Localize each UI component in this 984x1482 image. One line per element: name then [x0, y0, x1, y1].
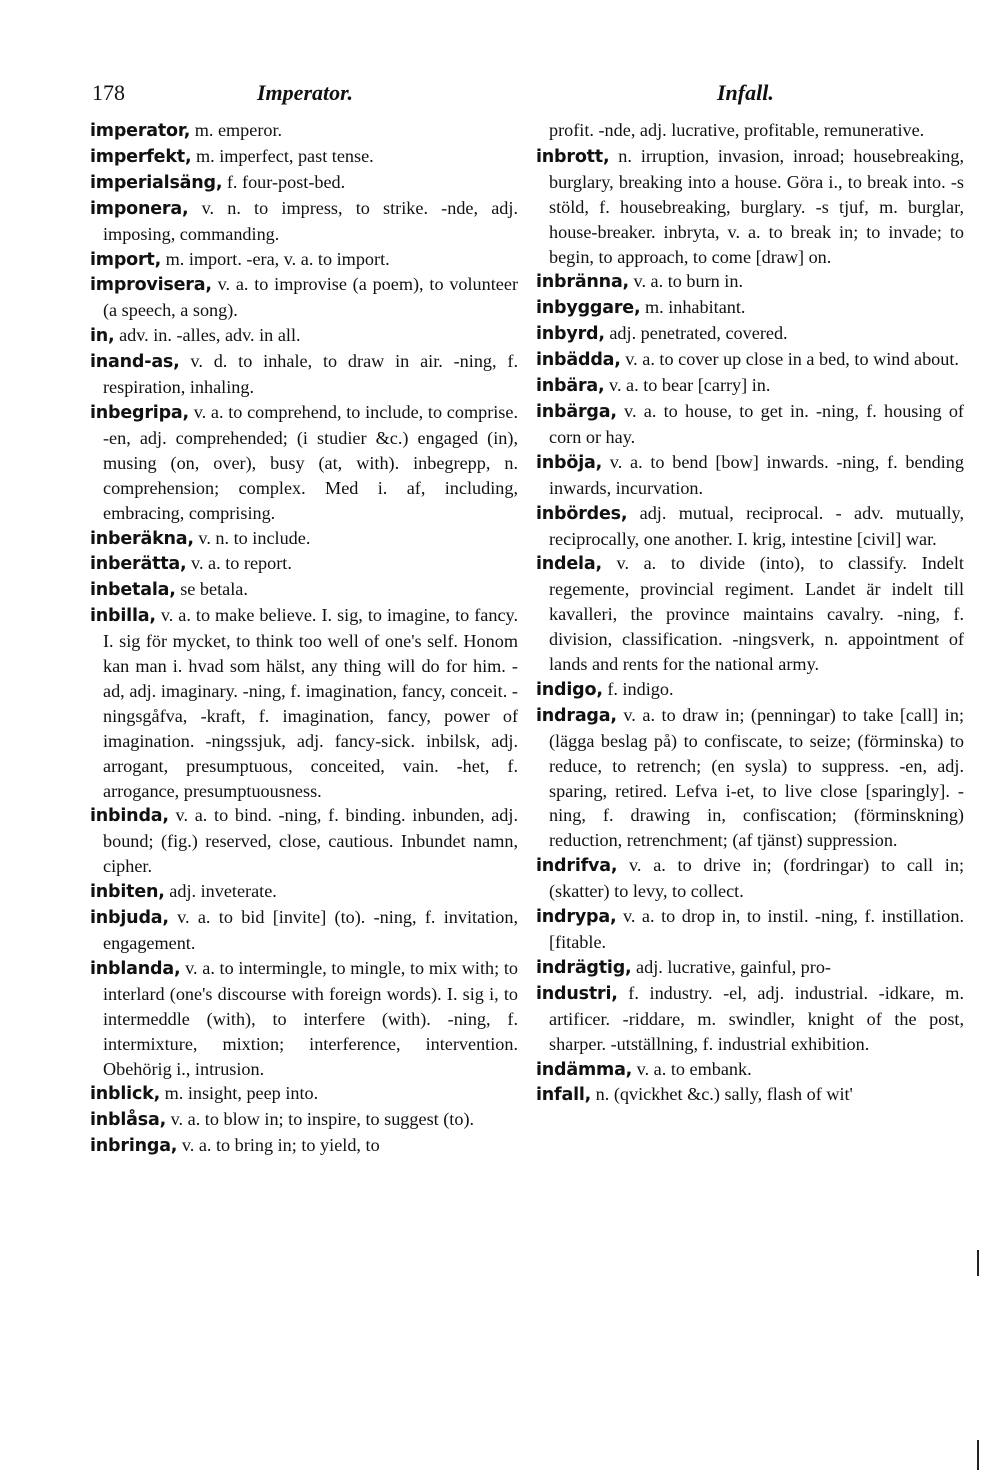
definition: f. indigo.	[602, 678, 674, 699]
definition: v. a. to bind. -ning, f. binding. inbunden, adj. bound; (fig.) reserved, close, cautious. Inbundet namn, cipher.	[103, 805, 518, 877]
dictionary-entry	[90, 144, 518, 170]
headword: inböja,	[536, 452, 603, 473]
headword: indrifva,	[536, 856, 618, 877]
definition: v. a. to report.	[186, 553, 292, 574]
definition: adv. in. -alles, adv. in all.	[114, 325, 301, 346]
definition: adj. lucrative, gainful, pro-	[631, 956, 831, 977]
definition: adj. penetrated, covered.	[604, 323, 788, 344]
page-header	[92, 80, 964, 110]
headword: industri,	[536, 983, 618, 1004]
dictionary-entry	[90, 551, 518, 577]
headword: inbiten,	[90, 882, 165, 903]
headword: inbilla,	[90, 606, 156, 627]
headword: imperator,	[90, 121, 191, 141]
headword: indigo,	[536, 679, 603, 700]
headword: indämma,	[536, 1059, 633, 1080]
definition: v. a. to intermingle, to mingle, to mix with; to interlard (one's discourse with foreign words). I. sig i, to intermeddle (with), to interfere (with). -ning, f. intermixture, mixtion; interference, intervention. Obehörig i., intrusion.	[103, 957, 518, 1079]
definition: v. a. to burn in.	[629, 271, 743, 292]
definition: m. imperfect, past tense.	[191, 145, 374, 166]
definition: n. irruption, invasion, inroad; housebreaking, burglary, breaking into a house. Göra i., to break into. -s stöld, f. housebreaking, burglary. -s tjuf, m. burglar, house-breaker. inbryta, v. a. to break in; to invade; to begin, to approach, to come [draw] on.	[549, 145, 964, 267]
dictionary-entry	[536, 551, 964, 677]
headword: inbördes,	[536, 503, 628, 524]
definition: adj. inveterate.	[164, 881, 277, 902]
headword: inand-as,	[90, 352, 180, 373]
definition: v. d. to inhale, to draw in air. -ning, f. respiration, inhaling.	[103, 351, 518, 398]
dictionary-entry	[536, 703, 964, 853]
dictionary-entry	[90, 603, 518, 803]
headword: import,	[90, 249, 162, 270]
definition: profit. -nde, adj. lucrative, profitable, remunerative.	[549, 120, 925, 140]
page-number: 178	[92, 80, 125, 105]
definition: m. insight, peep into.	[160, 1083, 319, 1104]
dictionary-entry	[90, 1081, 518, 1107]
dictionary-entry	[90, 526, 518, 552]
headword: imperialsäng,	[90, 172, 223, 193]
dictionary-entry	[536, 347, 964, 373]
definition: v. a. to house, to get in. -ning, f. housing of corn or hay.	[549, 400, 964, 447]
dictionary-entry	[90, 956, 518, 1082]
dictionary-entry	[536, 399, 964, 450]
headword: inbära,	[536, 376, 605, 397]
definition: v. a. to make believe. I. sig, to imagine, to fancy. I. sig för mycket, to think too well of one's self. Honom kan man i. hvad som hälst, any thing will do for him. -ad, adj. imaginary. -ning, f. imagination, fancy, conceit. -ningsgåfva, -kraft, f. imagination, fancy, power of imagination. -ningssjuk, adj. fancy-sick. inbilsk, adj. arrogant, presumptuous, conceited, vain. -het, f. arrogance, presumptuousness.	[103, 605, 518, 801]
dictionary-entry	[536, 118, 964, 144]
dictionary-entry	[90, 879, 518, 905]
definition: v. a. to drop in, to instil. -ning, f. instillation. [fitable.	[549, 906, 964, 952]
dictionary-entry	[536, 373, 964, 399]
dictionary-entry	[90, 400, 518, 526]
right-column	[536, 118, 964, 1108]
definition: n. (qvickhet &c.) sally, flash of wit'	[591, 1084, 853, 1105]
headword: inblanda,	[90, 958, 181, 979]
definition: v. a. to bear [carry] in.	[604, 375, 771, 396]
headword: inberäkna,	[90, 528, 194, 549]
dictionary-entry	[90, 170, 518, 196]
dictionary-entry	[90, 118, 518, 144]
definition: v. a. to draw in; (penningar) to take [call] in; (lägga beslag på) to confiscate, to seize; (förminska) to reduce, to retrench; (en sysla) to suppress. -en, adj. sparing, retired. Lefva i-et, to live close [sparingly]. -ning, f. drawing in, confiscation; (förminskning) reduction, retrenchment; (af tjänst) suppression.	[549, 704, 964, 851]
headword: indela,	[536, 554, 602, 575]
headword: inbyggare,	[536, 298, 641, 319]
definition: v. a. to drive in; (fordringar) to call in; (skatter) to levy, to collect.	[549, 855, 964, 902]
headword: inberätta,	[90, 554, 187, 575]
definition: v. a. to bend [bow] inwards. -ning, f. bending inwards, incurvation.	[549, 451, 964, 498]
definition: m. emperor.	[190, 120, 283, 140]
dictionary-entry	[536, 450, 964, 501]
page-edge-mark-lower	[977, 1440, 979, 1470]
headword: inbjuda,	[90, 908, 169, 929]
definition: v. a. to blow in; to inspire, to suggest (to).	[166, 1109, 475, 1130]
dictionary-entry	[90, 196, 518, 247]
definition: v. a. to divide (into), to classify. Indelt regemente, provincial regiment. Landet är indelt till kavalleri, the province maintains cavalry. -ning, f. division, classification. -ningsverk, n. appointment of lands and rents for the national army.	[549, 553, 964, 675]
dictionary-entry	[90, 905, 518, 956]
headword: inbränna,	[536, 272, 629, 293]
definition: f. four-post-bed.	[222, 171, 346, 192]
definition: se betala.	[175, 579, 248, 600]
definition: v. n. to impress, to strike. -nde, adj. imposing, commanding.	[103, 197, 518, 244]
dictionary-entry	[90, 247, 518, 273]
dictionary-entry	[536, 1057, 964, 1083]
dictionary-entry	[536, 144, 964, 270]
headword: imponera,	[90, 198, 189, 219]
dictionary-entry	[90, 323, 518, 349]
dictionary-entry	[90, 1107, 518, 1133]
headword: inbärga,	[536, 401, 617, 422]
headword: indraga,	[536, 705, 617, 726]
dictionary-entry	[536, 269, 964, 295]
definition: v. a. to bring in; to yield, to	[177, 1135, 380, 1156]
dictionary-entry	[536, 501, 964, 552]
definition: f. industry. -el, adj. industrial. -idkare, m. artificer. -riddare, m. swindler, knight of the post, sharper. -utställning, f. industrial exhibition.	[549, 982, 964, 1054]
left-column	[90, 118, 518, 1159]
dictionary-entry	[536, 853, 964, 904]
headword: in,	[90, 326, 115, 347]
definition: m. import. -era, v. a. to import.	[161, 248, 390, 269]
headword: inbädda,	[536, 350, 621, 371]
dictionary-entry	[90, 803, 518, 879]
dictionary-entry	[536, 677, 964, 703]
headword: inbrott,	[536, 146, 610, 167]
headword: inbringa,	[90, 1136, 178, 1157]
definition: m. inhabitant.	[640, 297, 746, 318]
dictionary-entry	[536, 321, 964, 347]
headword: inblåsa,	[90, 1110, 167, 1131]
page-edge-mark	[977, 1250, 979, 1276]
headword: inbinda,	[90, 806, 169, 827]
guide-word-left: Imperator.	[257, 80, 353, 105]
headword: indrypa,	[536, 907, 617, 928]
dictionary-entry	[536, 955, 964, 981]
dictionary-entry	[536, 904, 964, 955]
dictionary-entry	[536, 981, 964, 1057]
dictionary-entry	[90, 1133, 518, 1159]
dictionary-entry	[90, 272, 518, 323]
headword: inbyrd,	[536, 324, 605, 345]
dictionary-entry	[90, 349, 518, 400]
dictionary-entry	[90, 577, 518, 603]
headword: indrägtig,	[536, 957, 632, 978]
definition: v. n. to include.	[193, 527, 311, 548]
headword: improvisera,	[90, 275, 212, 296]
definition: adj. mutual, reciprocal. - adv. mutually, reciprocally, one another. I. krig, intestine [civil] war.	[549, 502, 964, 549]
dictionary-entry	[536, 1082, 964, 1108]
headword: inbegripa,	[90, 402, 189, 423]
definition: v. a. to bid [invite] (to). -ning, f. invitation, engagement.	[103, 907, 518, 953]
definition: v. a. to improvise (a poem), to volunteer (a speech, a song).	[103, 274, 518, 321]
dictionary-entry	[536, 295, 964, 321]
headword: inbetala,	[90, 580, 176, 601]
definition: v. a. to cover up close in a bed, to wind about.	[620, 349, 959, 370]
definition: v. a. to embank.	[632, 1058, 752, 1079]
headword: infall,	[536, 1085, 592, 1106]
definition: v. a. to comprehend, to include, to comprise. -en, adj. comprehended; (i studier &c.) engaged (in), musing (on, over), busy (at, with). inbegrepp, n. comprehension; complex. Med i. af, including, embracing, comprising.	[103, 401, 518, 523]
guide-word-right: Infall.	[717, 80, 774, 105]
headword: inblick,	[90, 1084, 161, 1105]
headword: imperfekt,	[90, 146, 192, 167]
